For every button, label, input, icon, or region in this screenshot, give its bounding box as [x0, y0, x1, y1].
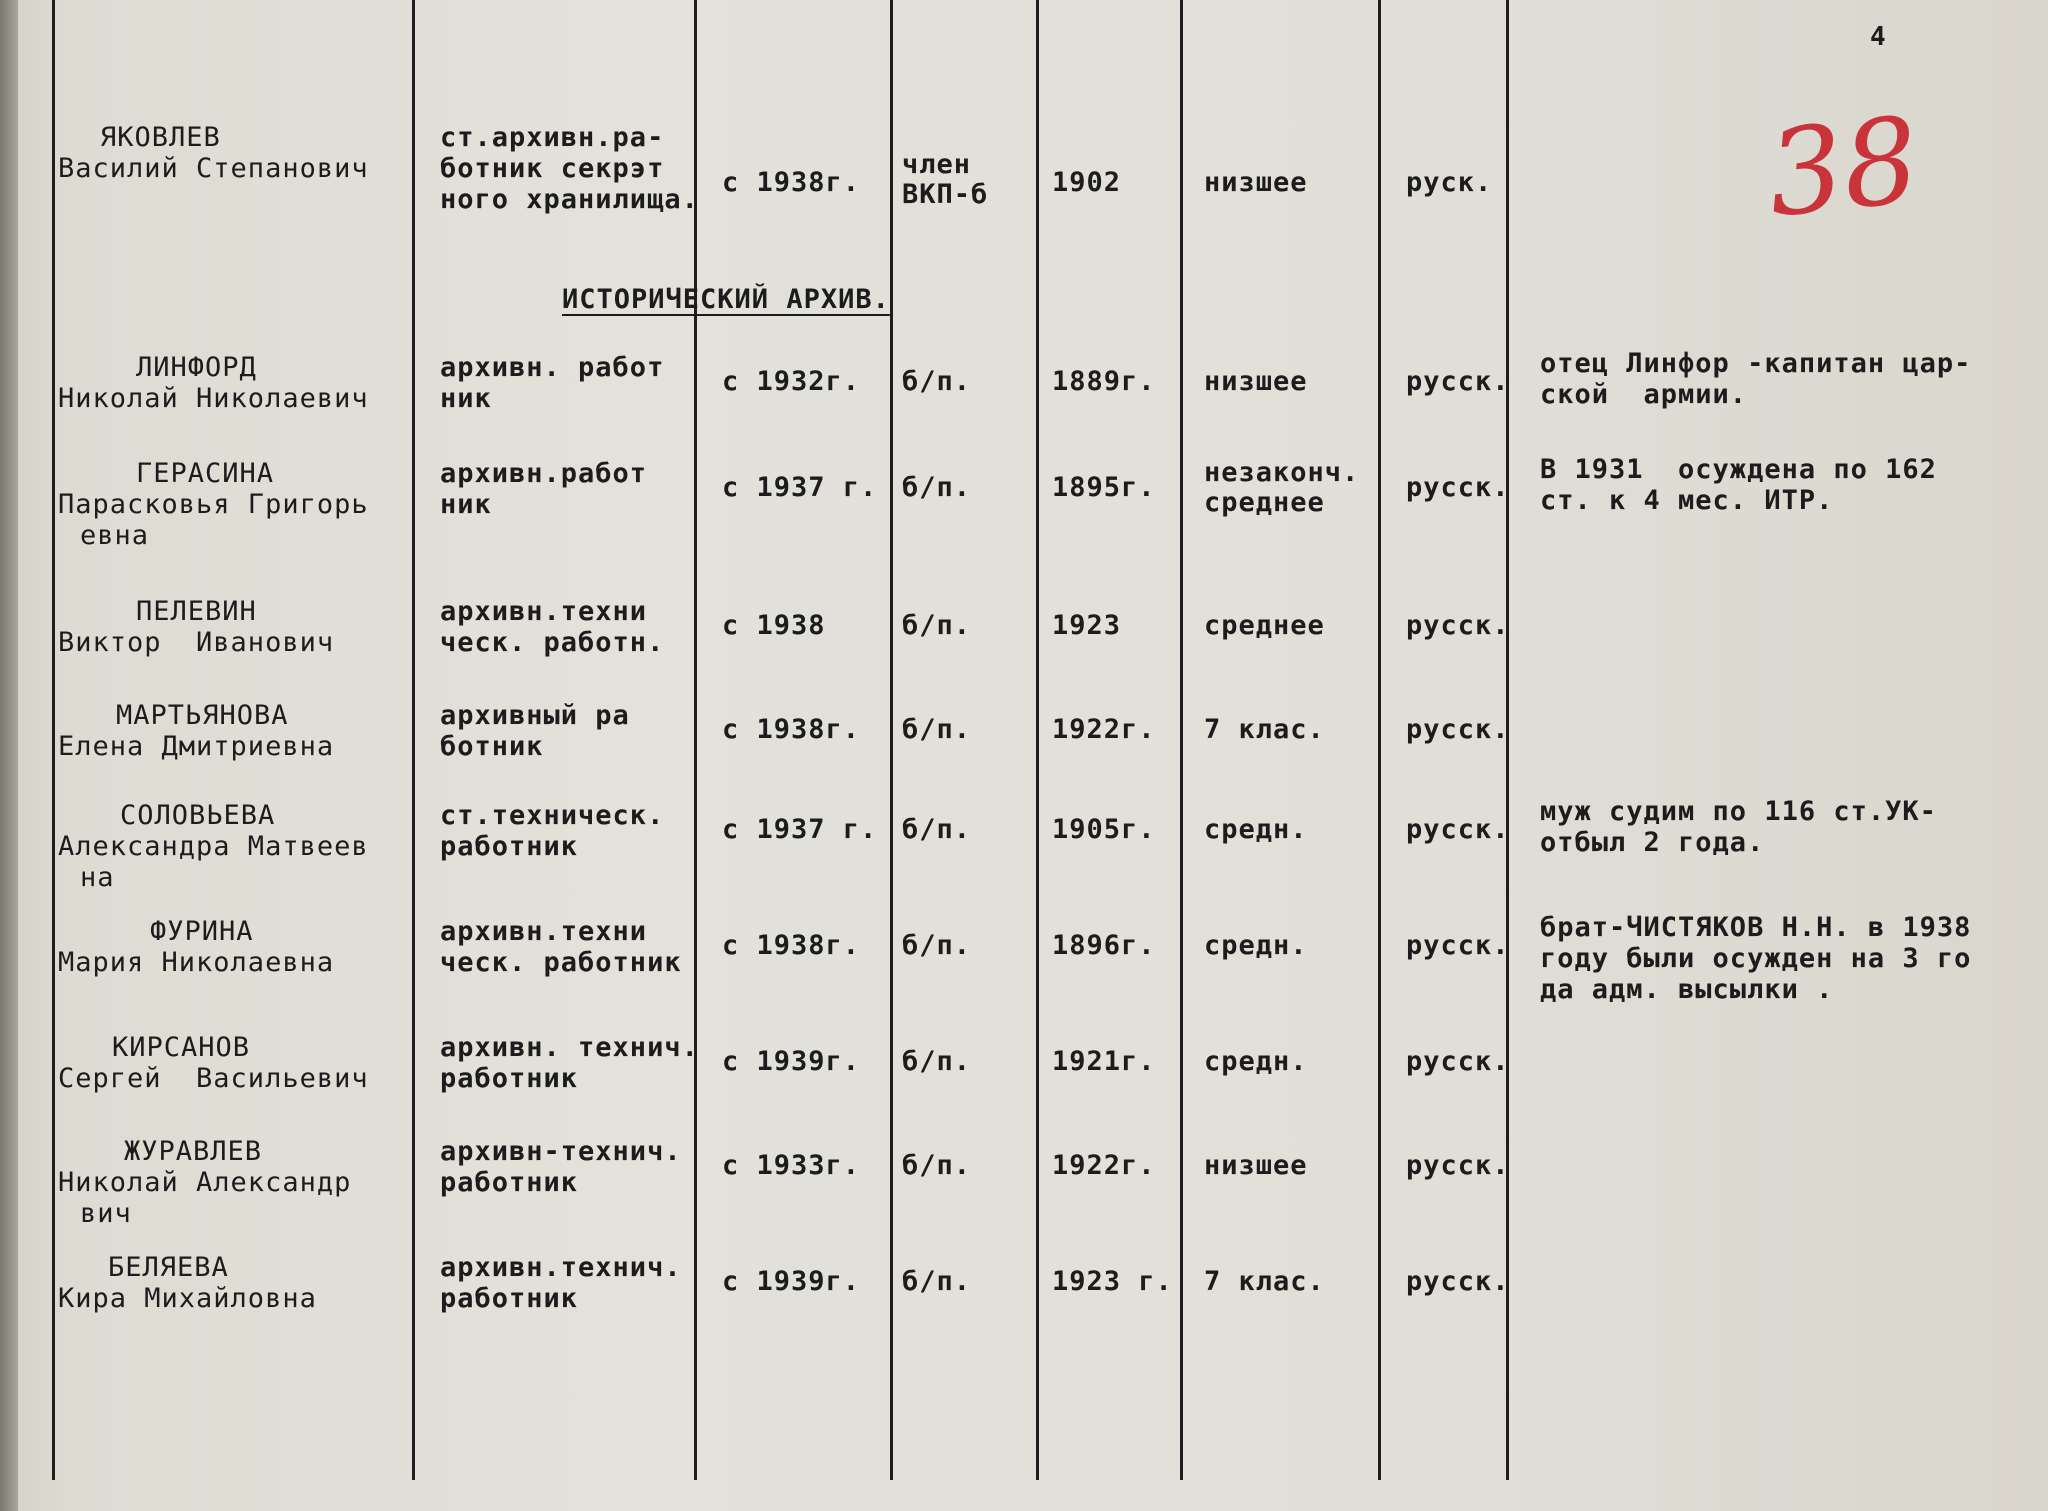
- person-name: Парасковья Григорь: [58, 489, 369, 520]
- note-line: отец Линфор -капитан цар-: [1540, 348, 1972, 379]
- education: средн.: [1204, 814, 1308, 845]
- position-line: архивн.технич.: [440, 1252, 682, 1283]
- party-status: б/п.: [902, 930, 972, 961]
- position-line: архивн.техни: [440, 916, 648, 947]
- education: низшее: [1204, 1150, 1308, 1181]
- birth-year: 1895г.: [1052, 472, 1156, 503]
- column-rule-6: [1180, 0, 1183, 1480]
- nationality: русск.: [1406, 814, 1510, 845]
- person-surname: МАРТЬЯНОВА: [116, 700, 289, 731]
- birth-year: 1921г.: [1052, 1046, 1156, 1077]
- employed-since: с 1938г.: [722, 930, 861, 961]
- person-surname: ФУРИНА: [150, 916, 254, 947]
- birth-year: 1922г.: [1052, 1150, 1156, 1181]
- note-line: В 1931 осуждена по 162: [1540, 454, 1937, 485]
- position-line: архивн. технич.: [440, 1032, 699, 1063]
- position-line: работник: [440, 831, 579, 862]
- note-line: муж судим по 116 ст.УК-: [1540, 796, 1937, 827]
- education: низшее: [1204, 366, 1308, 397]
- nationality: русск.: [1406, 1150, 1510, 1181]
- position-line: ботник: [440, 731, 544, 762]
- party-status: б/п.: [902, 814, 972, 845]
- column-rule-7: [1378, 0, 1381, 1480]
- person-name: Сергей Васильевич: [58, 1063, 369, 1094]
- birth-year: 1922г.: [1052, 714, 1156, 745]
- birth-year: 1905г.: [1052, 814, 1156, 845]
- party-status: б/п.: [902, 1266, 972, 1297]
- employed-since: с 1939г.: [722, 1266, 861, 1297]
- position-line: архивный ра: [440, 700, 630, 731]
- nationality: русск.: [1406, 1266, 1510, 1297]
- party-status: ВКП-б: [902, 179, 989, 210]
- party-status: б/п.: [902, 472, 972, 503]
- nationality: русск.: [1406, 714, 1510, 745]
- column-rule-4: [890, 0, 893, 1480]
- employed-since: с 1933г.: [722, 1150, 861, 1181]
- education: 7 клас.: [1204, 714, 1325, 745]
- position-line: ческ. работник: [440, 947, 682, 978]
- person-surname: ЯКОВЛЕВ: [100, 122, 221, 153]
- position-line: архивн-технич.: [440, 1136, 682, 1167]
- position-line: ческ. работн.: [440, 627, 665, 658]
- note-line: отбыл 2 года.: [1540, 827, 1765, 858]
- position-line: ник: [440, 489, 492, 520]
- education: среднее: [1204, 610, 1325, 641]
- nationality: руск.: [1406, 167, 1493, 198]
- person-name-continued: вич: [80, 1198, 132, 1229]
- person-surname: ЛИНФОРД: [136, 352, 257, 383]
- column-rule-5: [1036, 0, 1039, 1480]
- position-line: архивн. работ: [440, 352, 665, 383]
- position-line: работник: [440, 1167, 579, 1198]
- position-line: ного хранилища.: [440, 184, 699, 215]
- person-surname: ГЕРАСИНА: [136, 458, 275, 489]
- position-line: архивн.техни: [440, 596, 648, 627]
- person-name: Николай Александр: [58, 1167, 352, 1198]
- party-status: б/п.: [902, 1150, 972, 1181]
- position-line: работник: [440, 1283, 579, 1314]
- note-line: ст. к 4 мес. ИТР.: [1540, 485, 1834, 516]
- employed-since: с 1932г.: [722, 366, 861, 397]
- employed-since: с 1937 г.: [722, 472, 878, 503]
- note-line: да адм. высылки .: [1540, 974, 1834, 1005]
- position-line: ст.архивн.ра-: [440, 122, 665, 153]
- party-status: б/п.: [902, 714, 972, 745]
- note-line: году были осужден на 3 го: [1540, 943, 1972, 974]
- person-name-continued: евна: [80, 520, 150, 551]
- note-line: ской армии.: [1540, 379, 1748, 410]
- note-line: брат-ЧИСТЯКОВ Н.Н. в 1938: [1540, 912, 1972, 943]
- page-binding-shadow: [0, 0, 18, 1511]
- person-name: Виктор Иванович: [58, 627, 335, 658]
- person-name: Елена Дмитриевна: [58, 731, 335, 762]
- education: средн.: [1204, 1046, 1308, 1077]
- birth-year: 1896г.: [1052, 930, 1156, 961]
- person-name-continued: на: [80, 862, 115, 893]
- person-surname: БЕЛЯЕВА: [108, 1252, 229, 1283]
- position-line: работник: [440, 1063, 579, 1094]
- birth-year: 1902: [1052, 167, 1122, 198]
- nationality: русск.: [1406, 930, 1510, 961]
- handwritten-folio-number: 38: [1761, 90, 1925, 244]
- education: средн.: [1204, 930, 1308, 961]
- party-status: б/п.: [902, 1046, 972, 1077]
- employed-since: с 1938г.: [722, 714, 861, 745]
- position-line: архивн.работ: [440, 458, 648, 489]
- person-name: Александра Матвеев: [58, 831, 369, 862]
- nationality: русск.: [1406, 610, 1510, 641]
- column-rule-3: [694, 0, 697, 1480]
- employed-since: с 1938г.: [722, 167, 861, 198]
- person-name: Николай Николаевич: [58, 383, 369, 414]
- nationality: русск.: [1406, 472, 1510, 503]
- position-line: ботник секрэт: [440, 153, 665, 184]
- employed-since: с 1937 г.: [722, 814, 878, 845]
- person-surname: ПЕЛЕВИН: [136, 596, 257, 627]
- birth-year: 1889г.: [1052, 366, 1156, 397]
- employed-since: с 1939г.: [722, 1046, 861, 1077]
- education: 7 клас.: [1204, 1266, 1325, 1297]
- person-name: Кира Михайловна: [58, 1283, 317, 1314]
- education: незаконч.: [1204, 457, 1360, 488]
- person-surname: ЖУРАВЛЕВ: [124, 1136, 263, 1167]
- party-status: член: [902, 149, 972, 180]
- person-surname: КИРСАНОВ: [112, 1032, 251, 1063]
- section-title: ИСТОРИЧЕСКИЙ АРХИВ.: [562, 284, 890, 315]
- employed-since: с 1938: [722, 610, 826, 641]
- position-line: ст.техническ.: [440, 800, 665, 831]
- person-name: Василий Степанович: [58, 153, 369, 184]
- column-rule-1: [52, 0, 55, 1480]
- nationality: русск.: [1406, 366, 1510, 397]
- education: среднее: [1204, 487, 1325, 518]
- nationality: русск.: [1406, 1046, 1510, 1077]
- column-rule-2: [412, 0, 415, 1480]
- person-name: Мария Николаевна: [58, 947, 335, 978]
- education: низшее: [1204, 167, 1308, 198]
- birth-year: 1923: [1052, 610, 1122, 641]
- person-surname: СОЛОВЬЕВА: [120, 800, 276, 831]
- birth-year: 1923 г.: [1052, 1266, 1173, 1297]
- party-status: б/п.: [902, 366, 972, 397]
- position-line: ник: [440, 383, 492, 414]
- page-number: 4: [1870, 22, 1887, 52]
- party-status: б/п.: [902, 610, 972, 641]
